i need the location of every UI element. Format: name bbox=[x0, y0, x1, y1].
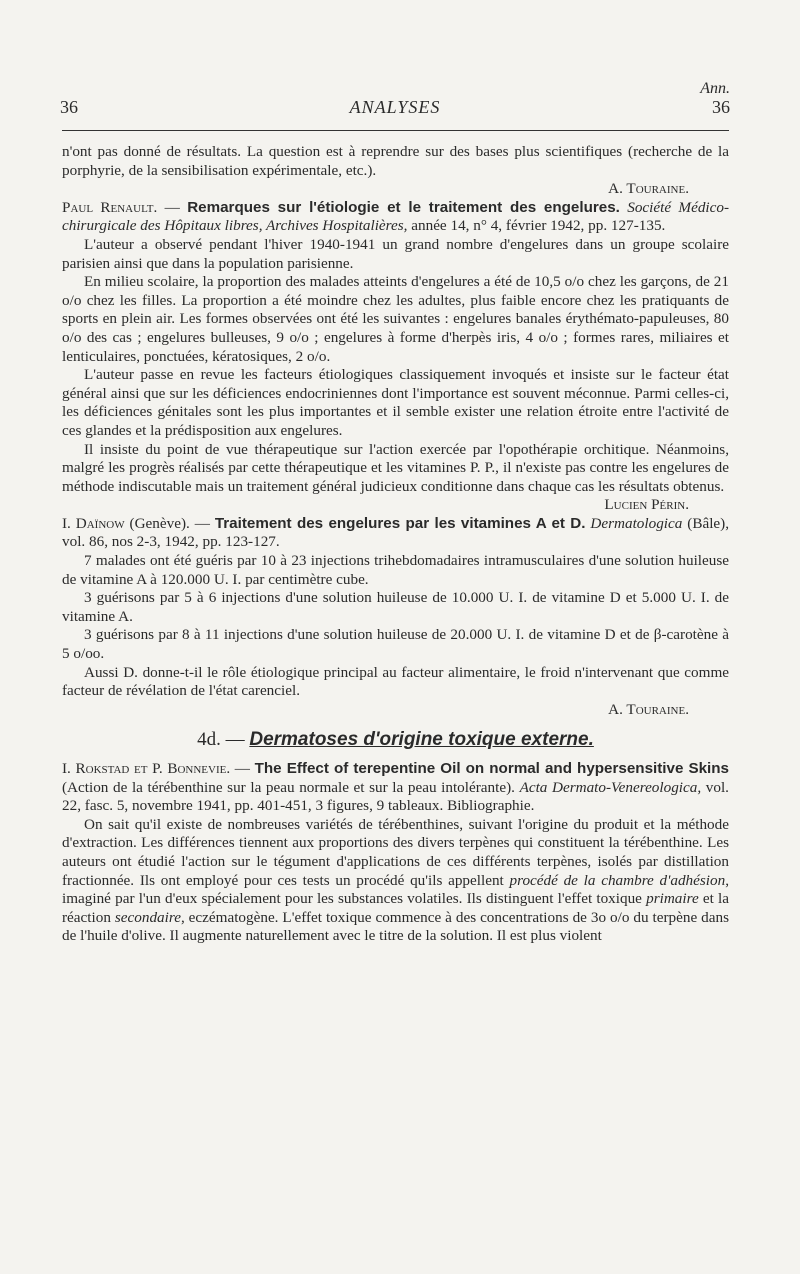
article3-subtitle: (Action de la térébenthine sur la peau normale et sur la peau intolérante). bbox=[62, 778, 520, 796]
article3-term-primary: primaire bbox=[646, 890, 699, 908]
article1-paragraph-3: L'auteur passe en revue les facteurs étiologiques classiquement invoqués et insiste sur le facteur état général ainsi que sur les déficiences endocriniennes dont l'importance est souvent méconnue. Parmi celles-ci, les déficiences génitales sont les plus importantes et il semble exister une relation étroite entre l'activité de ces glandes et la prédisposition aux engelures. bbox=[62, 366, 729, 439]
article3-text-d: , eczématogène. L'effet toxique commence à des concentrations de 3o o/o du terpène dans de l'huile d'olive. Il augmente naturellement avec le titre de la solution. Il est plus violent bbox=[62, 908, 729, 945]
article3-term-secondary: secondaire bbox=[114, 908, 181, 926]
article2-source: Dermatologica bbox=[590, 514, 683, 532]
article3-term-chamber: procédé de la chambre d'adhésion bbox=[509, 871, 726, 889]
section-title: Dermatoses d'origine toxique externe. bbox=[249, 729, 594, 751]
article2-paragraph-4: Aussi D. donne-t-il le rôle étiologique principal au facteur alimentaire, le froid n'intervenant que comme facteur de révélation de l'état carenciel. bbox=[62, 663, 729, 700]
article2-source-details: (Bâle), vol. 86, nos 2-3, 1942, pp. 123-127. bbox=[62, 514, 730, 551]
page-number-right: 36 bbox=[712, 97, 730, 117]
article2-affiliation: (Genève). bbox=[124, 514, 190, 532]
article1-source-details: année 14, n° 4, février 1942, pp. 127-135. bbox=[407, 217, 666, 235]
text-column bbox=[62, 143, 729, 946]
article2-author: I. Daïnow bbox=[62, 514, 125, 532]
article3-paragraph-1 bbox=[62, 816, 729, 946]
running-note: Ann. bbox=[700, 80, 730, 97]
article3-text-c: et la réaction bbox=[62, 890, 730, 926]
article2-paragraph-1: 7 malades ont été guéris par 10 à 23 injections trihebdomadaires intramusculaires d'une solution huileuse de vitamine A à 120.000 U. I. par centimètre cube. bbox=[62, 552, 729, 588]
article3-reference: I. Rokstad et P. Bonnevie. — The Effect of terepentine Oil on normal and hypersensitive Skins (Action de la térébenthine sur la peau normale et sur la peau intolérante). Acta Dermato-Venereologica, vol. 22, fasc. 5, novembre 1941, pp. 401-451, 3 figures, 9 tableaux. Bibliographie. bbox=[62, 760, 729, 815]
article1-paragraph-1: L'auteur a observé pendant l'hiver 1940-1941 un grand nombre d'engelures dans un groupe scolaire parisien ainsi que dans la population parisienne. bbox=[62, 235, 729, 272]
article2-signature: A. Touraine. bbox=[608, 700, 689, 718]
running-title: ANALYSES bbox=[349, 97, 441, 117]
article1-signature: Lucien Périn. bbox=[604, 496, 689, 514]
section-heading: 4d. — Dermatoses d'origine toxique externe. bbox=[197, 729, 594, 751]
article2-paragraph-3: 3 guérisons par 8 à 11 injections d'une solution huileuse de 20.000 U. I. de vitamine D et de β-carotène à 5 o/oo. bbox=[62, 626, 729, 663]
article1-title: Remarques sur l'étiologie et le traitement des engelures. bbox=[187, 198, 620, 216]
intro-text: n'ont pas donné de résultats. La question est à reprendre sur des bases plus scientifiques (recherche de la porphyrie, de la sensibilisation expérimentale, etc.). bbox=[62, 143, 729, 179]
header-rule bbox=[62, 130, 729, 131]
article3-title: The Effect of terepentine Oil on normal and hypersensitive Skins bbox=[254, 760, 729, 777]
section-label: 4d. bbox=[197, 729, 221, 751]
article3-source: Acta Dermato-Venereologica, bbox=[519, 778, 702, 796]
article2-reference: I. Daïnow (Genève). — Traitement des engelures par les vitamines A et D. Dermatologica (Bâle), vol. 86, nos 2-3, 1942, pp. 123-127. bbox=[62, 514, 730, 551]
article1-source: Société Médico-chirurgicale des Hôpitaux libres, Archives Hospitalières, bbox=[62, 198, 730, 235]
article3-text-a: On sait qu'il existe de nombreuses variétés de térébenthines, suivant l'origine du produit et la méthode d'extraction. Les différences tiennent aux proportions des divers terpènes qui constituent la térébenthine. Les auteurs ont étudié l'action sur le tégument d'applications de ces différents terpènes, isolés par distillation fractionnée. Ils ont employé pour ces tests un procédé qu'ils appellent bbox=[62, 815, 729, 889]
article2-title: Traitement des engelures par les vitamines A et D. bbox=[214, 514, 586, 532]
article1-paragraph-4: Il insiste du point de vue thérapeutique sur l'action exercée par l'opothérapie orchitique. Néanmoins, malgré les progrès réalisés par cette thérapeutique et les vitamines P. P., il n'existe pas contre les engelures de méthode indiscutable mais un traitement général judicieux conditionne dans chaque cas les résultats obtenus. bbox=[62, 440, 729, 495]
article3-source-details: vol. 22, fasc. 5, novembre 1941, pp. 401-451, 3 figures, 9 tableaux. Bibliographie. bbox=[62, 778, 729, 815]
page-header bbox=[60, 97, 730, 119]
page-number-left: 36 bbox=[60, 97, 78, 117]
article1-reference: Paul Renault. — Remarques sur l'étiologie et le traitement des engelures. Société Médico-chirurgicale des Hôpitaux libres, Archives Hospitalières, année 14, n° 4, février 1942, pp. 127-135. bbox=[62, 198, 730, 235]
intro-signature: A. Touraine. bbox=[608, 180, 689, 198]
article3-author: I. Rokstad et P. Bonnevie. bbox=[62, 760, 231, 777]
article1-author: Paul Renault. bbox=[62, 198, 158, 216]
article3-text-b: , imaginé par l'un d'eux spécialement pour les substances volatiles. Ils distinguent l'effet toxique bbox=[62, 871, 729, 908]
article1-paragraph-2: En milieu scolaire, la proportion des malades atteints d'engelures a été de 10,5 o/o chez les garçons, de 21 o/o chez les filles. La proportion a été moindre chez les adultes, plus faible encore chez les pratiquants de sports en plein air. Les formes observées ont été les suivantes : engelures banales érythémato-papuleuses, 80 o/o des cas ; engelures bulleuses, 9 o/o ; engelures à forme d'herpès iris, 4 o/o ; formes rares, miliaires et lenticulaires, ponctuées, kératosiques, 2 o/o. bbox=[62, 273, 729, 365]
article2-paragraph-2: 3 guérisons par 5 à 6 injections d'une solution huileuse de 10.000 U. I. de vitamine D et 5.000 U. I. de vitamine A. bbox=[62, 589, 729, 625]
